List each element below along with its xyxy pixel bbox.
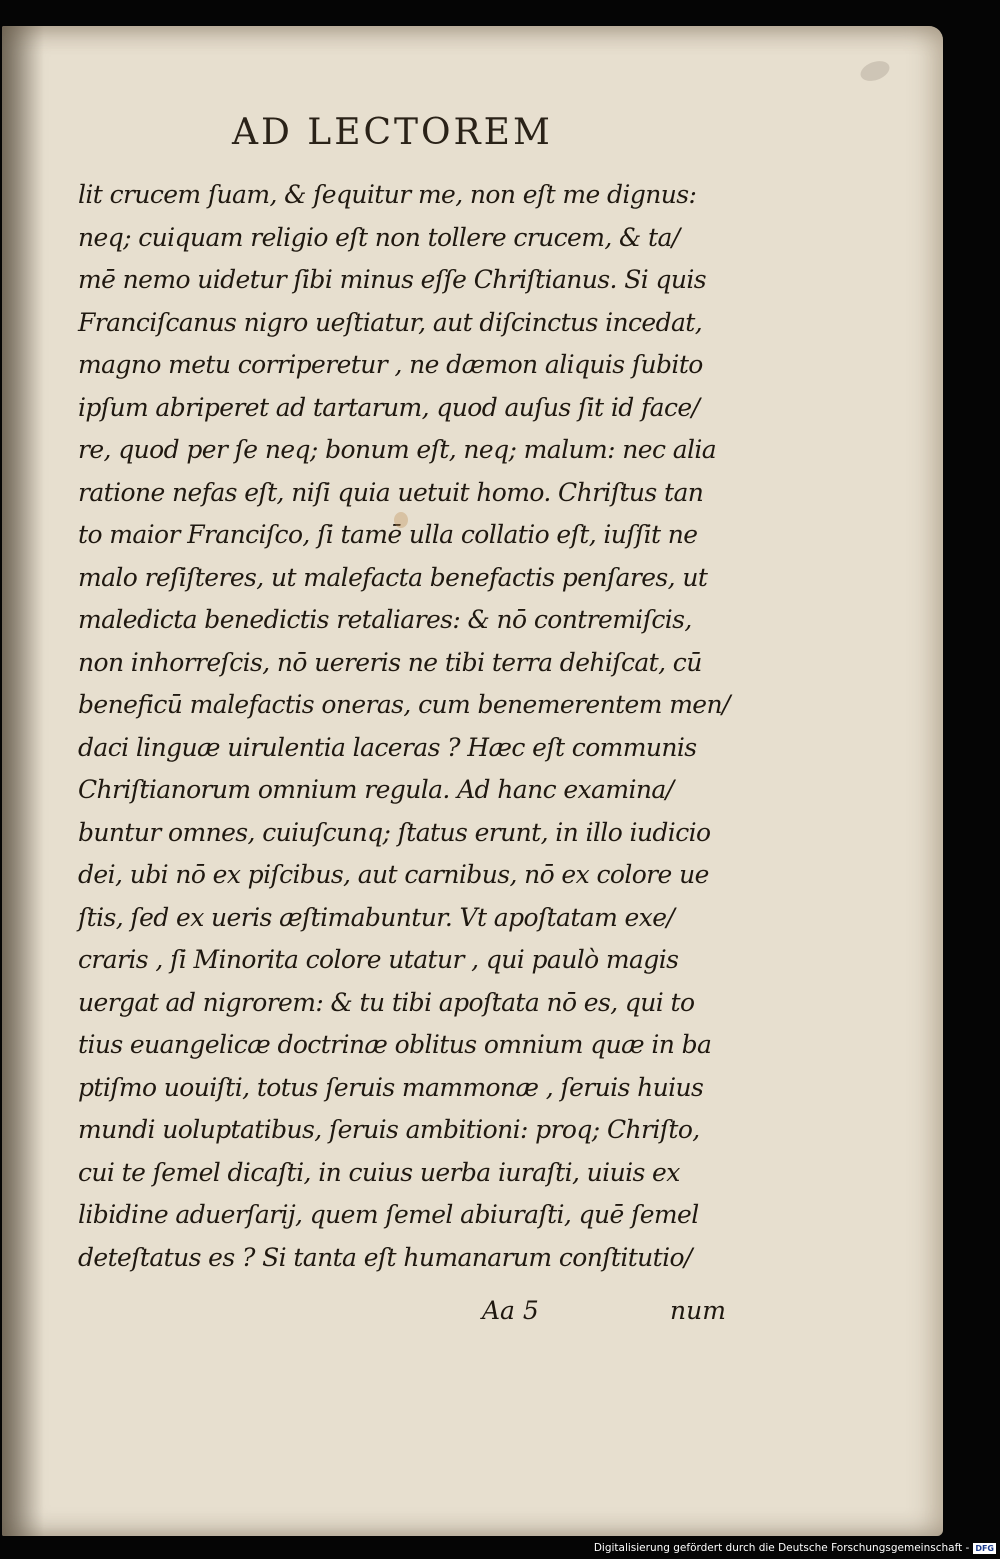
text-line: ſtis, ſed ex ueris æſtimabuntur. Vt apoſtatam exe/ — [78, 902, 675, 932]
text-line: libidine aduerſarij, quem ſemel abiuraſti, quē ſemel — [78, 1200, 699, 1229]
text-line: uergat ad nigrorem: & tu tibi apoſtata nō es, qui to — [78, 987, 695, 1017]
text-line: buntur omnes, cuiuſcunq; ſtatus erunt, in illo iudicio — [78, 817, 711, 847]
text-line: tius euangelicæ doctrinæ oblitus omnium quæ in ba — [78, 1030, 712, 1059]
text-line: re, quod per ſe neq; bonum eſt, neq; malum: nec alia — [78, 435, 717, 464]
text-line: magno metu corriperetur , ne dæmon aliquis ſubito — [78, 350, 703, 379]
text-block — [78, 174, 758, 1279]
book-page — [2, 26, 943, 1536]
text-line: maledicta benedictis retaliares: & nō contremiſcis, — [78, 605, 692, 634]
text-line: craris , ſi Minorita colore utatur , qui paulò magis — [78, 945, 679, 974]
text-line: to maior Franciſco, ſi tamē ulla collatio eſt, iuſſit ne — [78, 520, 698, 549]
digitization-credit — [594, 1542, 996, 1554]
signature-mark: Aa 5 — [482, 1296, 539, 1325]
text-line: ratione nefas eſt, niſi quia uetuit homo. Chriſtus tan — [78, 477, 704, 507]
catchword: num — [670, 1296, 726, 1325]
text-line: Franciſcanus nigro ueſtiatur, aut diſcinctus incedat, — [78, 307, 703, 337]
text-line: dei, ubi nō ex piſcibus, aut carnibus, nō ex colore ue — [78, 860, 709, 889]
credit-text: Digitalisierung gefördert durch die Deutsche Forschungsgemeinschaft - — [593, 1542, 970, 1554]
text-line: non inhorreſcis, nō uereris ne tibi terra dehiſcat, cū — [78, 647, 702, 677]
text-line: lit crucem ſuam, & ſequitur me, non eſt me dignus: — [78, 180, 697, 209]
text-line: daci linguæ uirulentia laceras ? Hæc eſt communis — [78, 732, 697, 762]
text-line: cui te ſemel dicaſti, in cuius uerba iuraſti, uiuis ex — [78, 1157, 680, 1187]
text-line: ipſum abriperet ad tartarum, quod auſus ſit id face/ — [78, 392, 700, 422]
paper-blemish — [858, 57, 892, 84]
text-line: beneficū malefactis oneras, cum benemerentem men/ — [78, 690, 730, 719]
text-line: mē nemo uidetur ſibi minus eſſe Chriſtianus. Si quis — [78, 265, 707, 294]
paper-stain — [394, 512, 408, 528]
text-line: deteſtatus es ? Si tanta eſt humanarum conſtitutio/ — [78, 1242, 692, 1272]
text-line: malo reſiſteres, ut malefacta benefactis penſares, ut — [78, 562, 708, 592]
running-head: AD LECTOREM — [232, 112, 553, 153]
text-line: Chriſtianorum omnium regula. Ad hanc examina/ — [78, 775, 674, 804]
text-line: mundi uoluptatibus, ſeruis ambitioni: proq; Chriſto, — [78, 1115, 700, 1144]
text-line: neq; cuiquam religio eſt non tollere crucem, & ta/ — [78, 222, 680, 252]
text-line: ptiſmo uouiſti, totus ſeruis mammonæ , ſeruis huius — [78, 1072, 704, 1102]
dfg-logo: DFG — [975, 1543, 994, 1553]
